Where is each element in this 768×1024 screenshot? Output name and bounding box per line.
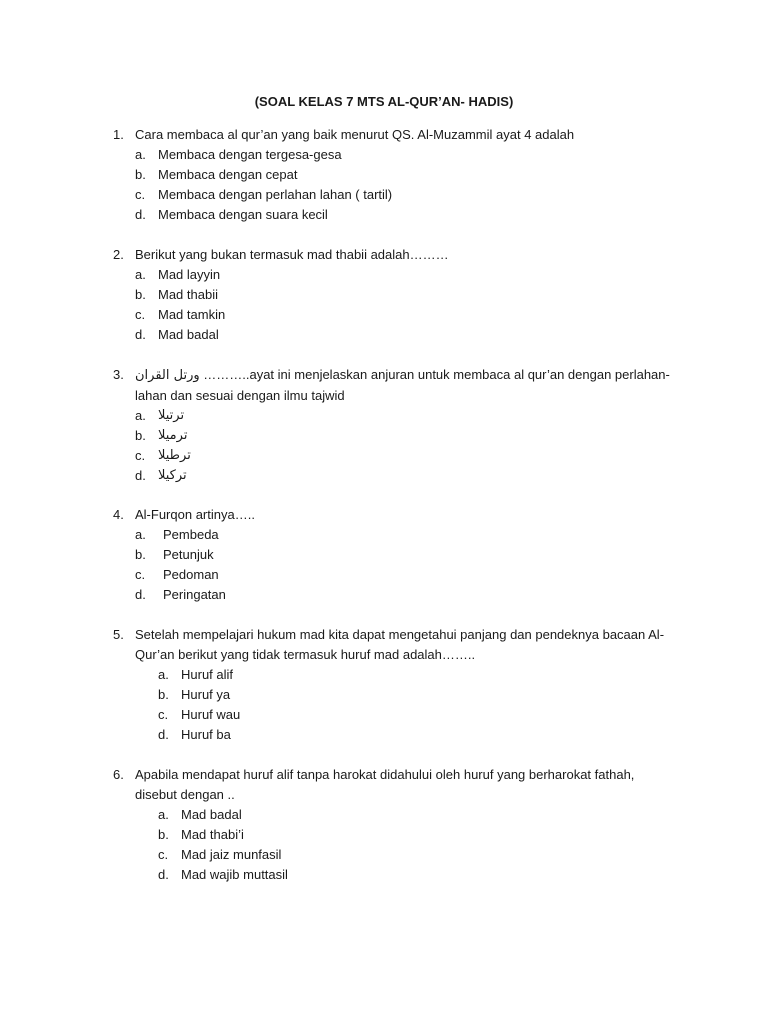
question-number: 6. bbox=[113, 767, 124, 782]
option-letter: a. bbox=[135, 527, 146, 542]
option-letter: b. bbox=[158, 827, 169, 842]
option-text: Huruf alif bbox=[181, 667, 234, 682]
option-text: Mad tamkin bbox=[158, 307, 226, 322]
option-a bbox=[158, 665, 673, 685]
question-6 bbox=[113, 765, 673, 885]
option-list bbox=[135, 145, 673, 225]
option-a bbox=[135, 265, 673, 285]
option-c bbox=[135, 185, 673, 205]
option-letter: a. bbox=[158, 667, 169, 682]
option-text: Petunjuk bbox=[163, 547, 214, 562]
option-letter: b. bbox=[135, 167, 146, 182]
option-letter: a. bbox=[135, 267, 146, 282]
arabic-verse: ورتل القران bbox=[135, 368, 200, 383]
option-text: Mad wajib muttasil bbox=[181, 867, 288, 882]
option-letter: b. bbox=[135, 428, 146, 443]
option-text: تركيلا bbox=[158, 468, 187, 483]
option-a bbox=[135, 525, 673, 545]
option-b bbox=[135, 545, 673, 565]
option-d bbox=[135, 585, 673, 605]
option-letter: c. bbox=[135, 567, 146, 582]
option-text: Membaca dengan suara kecil bbox=[158, 207, 328, 222]
option-letter: d. bbox=[158, 867, 169, 882]
option-list bbox=[135, 406, 673, 486]
option-list bbox=[158, 805, 673, 885]
question-text: Al-Furqon artinya….. bbox=[135, 507, 255, 522]
option-text: Membaca dengan cepat bbox=[158, 167, 298, 182]
option-letter: d. bbox=[135, 468, 146, 483]
question-number: 2. bbox=[113, 247, 124, 262]
option-letter: c. bbox=[135, 448, 146, 463]
option-letter: b. bbox=[135, 547, 146, 562]
question-1 bbox=[113, 125, 673, 225]
option-text: Membaca dengan perlahan lahan ( tartil) bbox=[158, 187, 393, 202]
option-d bbox=[158, 725, 673, 745]
option-a bbox=[135, 145, 673, 165]
question-text: Cara membaca al qur’an yang baik menurut QS. Al-Muzammil ayat 4 adalah bbox=[135, 127, 575, 142]
option-text: Huruf ba bbox=[181, 727, 231, 742]
option-letter: c. bbox=[135, 307, 146, 322]
option-letter: d. bbox=[135, 327, 146, 342]
option-text: Huruf ya bbox=[181, 687, 231, 702]
question-2 bbox=[113, 245, 673, 345]
option-text: ترطيلا bbox=[158, 448, 191, 463]
option-letter: c. bbox=[158, 847, 169, 862]
question-text bbox=[135, 365, 673, 406]
option-a bbox=[158, 805, 673, 825]
option-letter: b. bbox=[135, 287, 146, 302]
option-c bbox=[135, 565, 673, 585]
option-text: Pedoman bbox=[163, 567, 219, 582]
option-c bbox=[158, 705, 673, 725]
option-text: Mad layyin bbox=[158, 267, 221, 282]
option-text: ترتيلا bbox=[158, 408, 185, 423]
option-d bbox=[135, 325, 673, 345]
question-text: Setelah mempelajari hukum mad kita dapat mengetahui panjang dan pendeknya bacaan Al-Qur’an berikut yang tidak termasuk huruf mad adalah…….. bbox=[135, 627, 665, 662]
question-number: 4. bbox=[113, 507, 124, 522]
option-text: Peringatan bbox=[163, 587, 226, 602]
option-list bbox=[135, 525, 673, 605]
question-4 bbox=[113, 505, 673, 605]
option-a bbox=[135, 406, 673, 426]
option-text: Mad thabii bbox=[158, 287, 218, 302]
option-list bbox=[135, 265, 673, 345]
option-c bbox=[135, 305, 673, 325]
option-letter: a. bbox=[135, 147, 146, 162]
question-text: Berikut yang bukan termasuk mad thabii adalah……… bbox=[135, 247, 449, 262]
option-text: Pembeda bbox=[163, 527, 219, 542]
option-d bbox=[135, 466, 673, 486]
question-3 bbox=[113, 365, 673, 486]
option-text: Mad thabi’i bbox=[181, 827, 244, 842]
question-text-body: ………..ayat ini menjelaskan anjuran untuk membaca al qur’an dengan perlahan-lahan dan sesuai dengan ilmu tajwid bbox=[135, 367, 670, 403]
option-b bbox=[135, 165, 673, 185]
option-text: Mad badal bbox=[181, 807, 242, 822]
option-c bbox=[158, 845, 673, 865]
option-letter: b. bbox=[158, 687, 169, 702]
question-text: Apabila mendapat huruf alif tanpa harokat didahului oleh huruf yang berharokat fathah, disebut dengan .. bbox=[135, 767, 635, 802]
option-b bbox=[158, 825, 673, 845]
option-d bbox=[135, 205, 673, 225]
option-c bbox=[135, 446, 673, 466]
option-list bbox=[158, 665, 673, 745]
option-text: Membaca dengan tergesa-gesa bbox=[158, 147, 342, 162]
option-text: Mad badal bbox=[158, 327, 219, 342]
option-text: Huruf wau bbox=[181, 707, 241, 722]
option-letter: c. bbox=[158, 707, 169, 722]
question-number: 1. bbox=[113, 127, 124, 142]
option-b bbox=[135, 285, 673, 305]
option-letter: a. bbox=[158, 807, 169, 822]
option-b bbox=[135, 426, 673, 446]
option-letter: d. bbox=[135, 587, 146, 602]
question-5 bbox=[113, 625, 673, 745]
question-number: 5. bbox=[113, 627, 124, 642]
option-letter: d. bbox=[158, 727, 169, 742]
option-b bbox=[158, 685, 673, 705]
option-letter: c. bbox=[135, 187, 146, 202]
option-text: Mad jaiz munfasil bbox=[181, 847, 282, 862]
option-d bbox=[158, 865, 673, 885]
question-number: 3. bbox=[113, 367, 124, 382]
option-letter: d. bbox=[135, 207, 146, 222]
option-text: ترميلا bbox=[158, 428, 188, 443]
option-letter: a. bbox=[135, 408, 146, 423]
page-title: (SOAL KELAS 7 MTS AL-QUR’AN- HADIS) bbox=[254, 94, 514, 109]
